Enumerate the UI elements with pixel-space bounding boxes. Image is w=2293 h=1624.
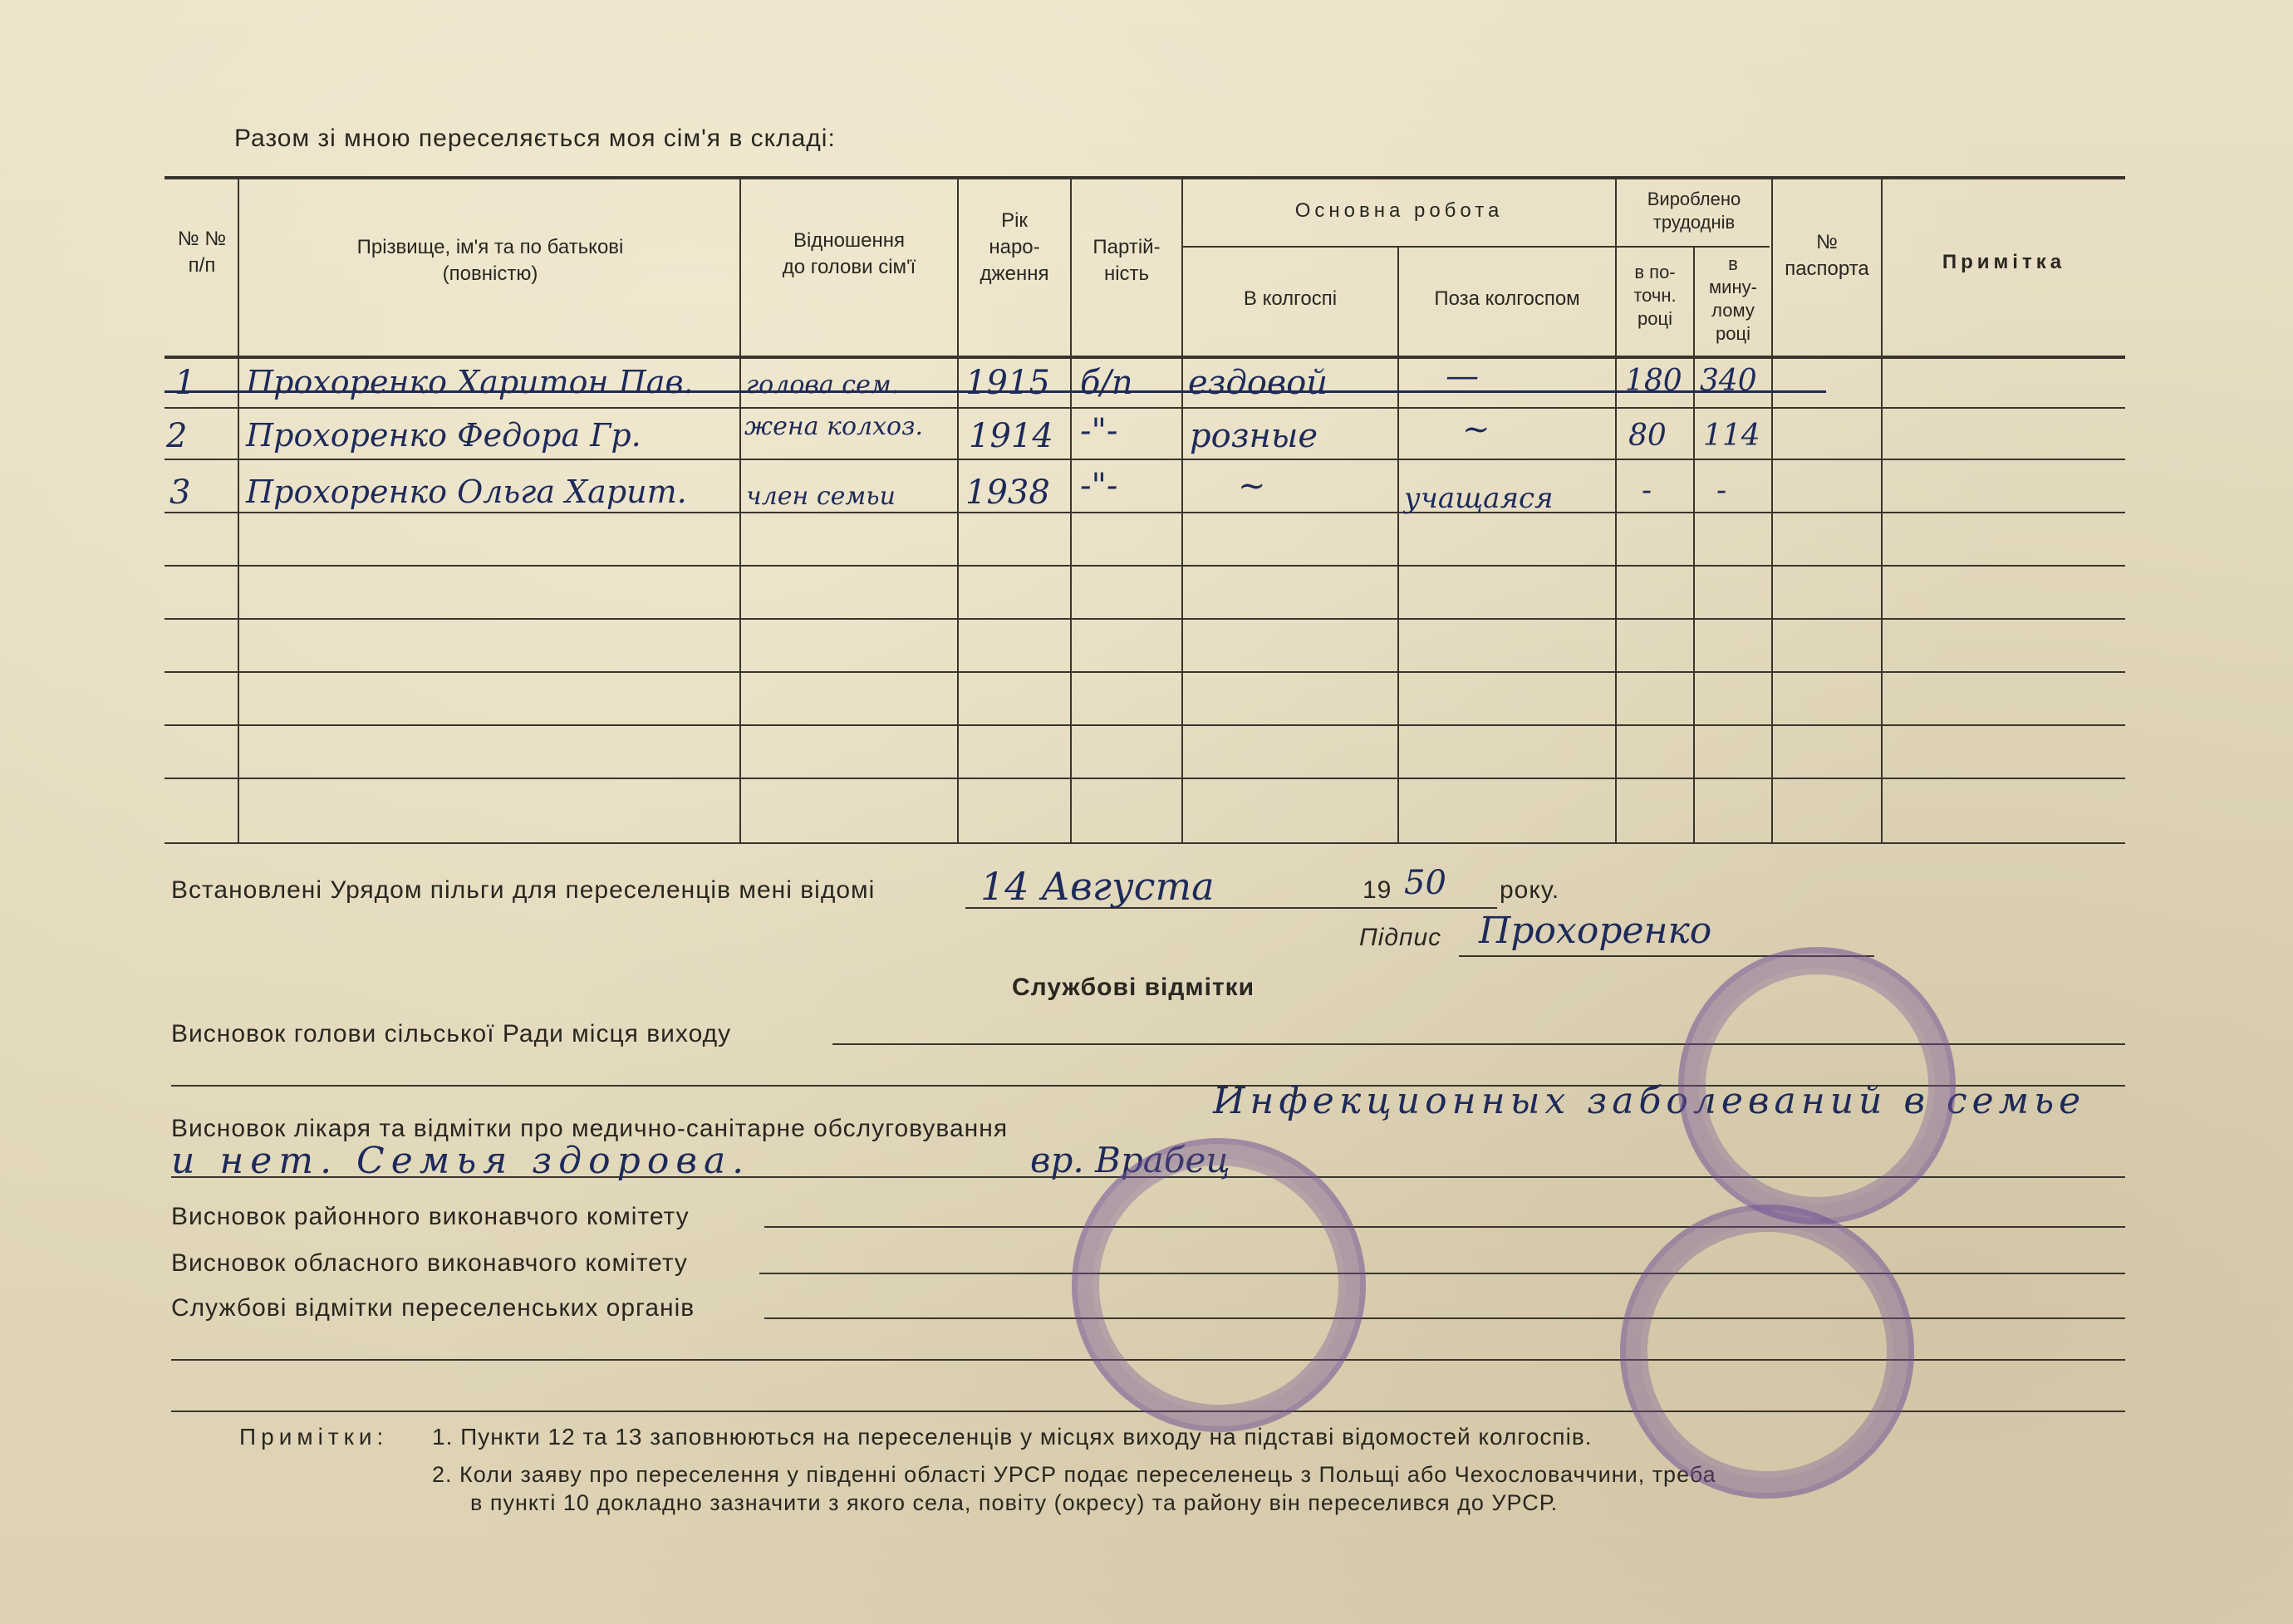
year-suffix: року. bbox=[1500, 876, 1560, 904]
signature-handwritten: Прохоренко bbox=[1479, 910, 1712, 952]
benefits-date: 14 Августа bbox=[980, 864, 1215, 909]
header-note: Примітка bbox=[1942, 251, 2066, 273]
header-year: Рік наро- дження bbox=[980, 209, 1049, 285]
header-in-kolhosp: В колгоспі bbox=[1243, 287, 1338, 310]
header-workdays: Вироблено трудоднів bbox=[1647, 189, 1741, 233]
service-title: Службові відмітки bbox=[1012, 974, 1255, 1001]
note-2a: 2. Коли заяву про переселення у південні області УРСР подає переселенець з Польщі або Чехословаччини, треба bbox=[432, 1462, 1716, 1487]
doctor-handwritten-2: и нет. Семья здорова. bbox=[171, 1140, 751, 1182]
official-stamp bbox=[1572, 1156, 1962, 1547]
resettlement-label: Службові відмітки переселенських органів bbox=[171, 1294, 695, 1322]
header-outside-kolhosp: Поза колгоспом bbox=[1434, 287, 1580, 310]
row-year: 1915 bbox=[965, 364, 1050, 402]
row-relation: голова сем. bbox=[746, 370, 900, 400]
row-current: 80 bbox=[1628, 419, 1667, 453]
row-year: 1938 bbox=[965, 473, 1050, 512]
year-handwritten: 50 bbox=[1404, 864, 1446, 902]
header-num: № № п/п bbox=[177, 228, 227, 277]
row-in-kolhosp: розные bbox=[1190, 417, 1318, 455]
note-2b: в пункті 10 докладно зазначити з якого села, повіту (окресу) та району він переселився до УРСР. bbox=[470, 1490, 1559, 1515]
row-name: Прохоренко Ольга Харит. bbox=[246, 473, 687, 510]
oblast-label: Висновок обласного виконавчого комітету bbox=[171, 1249, 688, 1277]
row-outside: — bbox=[1446, 357, 1479, 395]
row-party: б/п bbox=[1080, 364, 1133, 402]
header-name: Прізвище, ім'я та по батькові (повністю) bbox=[356, 236, 624, 285]
header-passport: № паспорта bbox=[1785, 231, 1869, 280]
row-relation: жена колхоз. bbox=[744, 412, 923, 441]
doctor-label: Висновок лікаря та відмітки про медично-санітарне обслуговування bbox=[171, 1115, 1009, 1142]
row-num: 1 bbox=[174, 364, 196, 402]
header-last-year: в мину- лому році bbox=[1709, 253, 1757, 344]
row-party: -"- bbox=[1080, 467, 1118, 505]
row-in-kolhosp: ~ bbox=[1238, 467, 1266, 505]
row-relation: член семьи bbox=[746, 482, 896, 511]
notes-title: Примітки: bbox=[239, 1424, 389, 1450]
strikethrough-line bbox=[164, 390, 1826, 393]
doctor-handwritten-3: вр. Врабец bbox=[1030, 1140, 1230, 1180]
note-1: 1. Пункти 12 та 13 заповнюються на переселенців у місцях виходу на підставі відомостей колгоспів. bbox=[432, 1424, 1593, 1450]
official-stamp bbox=[1647, 915, 1986, 1255]
row-current: - bbox=[1642, 473, 1652, 508]
intro-text: Разом зі мною переселяється моя сім'я в складі: bbox=[234, 125, 836, 152]
header-relation: Відношення до голови сім'ї bbox=[782, 229, 916, 278]
header-party: Партій- ність bbox=[1092, 236, 1161, 285]
year-prefix: 19 bbox=[1363, 876, 1392, 904]
village-council-label: Висновок голови сільської Ради місця виходу bbox=[171, 1020, 732, 1048]
row-outside: ~ bbox=[1462, 410, 1490, 449]
doctor-handwritten-1: Инфекционных заболеваний в семье bbox=[1213, 1080, 2086, 1122]
row-name: Прохоренко Федора Гр. bbox=[246, 417, 641, 454]
district-label: Висновок районного виконавчого комітету bbox=[171, 1203, 690, 1230]
row-last: 114 bbox=[1703, 419, 1760, 453]
row-last: 340 bbox=[1700, 364, 1757, 398]
signature-label: Підпис bbox=[1359, 924, 1442, 951]
row-num: 3 bbox=[169, 473, 191, 512]
row-outside: учащаяся bbox=[1404, 482, 1554, 515]
header-current-year: в по- точн. році bbox=[1633, 262, 1677, 329]
row-name: Прохоренко Харитон Пав. bbox=[246, 364, 694, 400]
row-last: - bbox=[1716, 473, 1727, 508]
row-party: -"- bbox=[1080, 412, 1118, 450]
row-num: 2 bbox=[166, 417, 188, 455]
row-in-kolhosp: ездовой bbox=[1188, 364, 1328, 402]
benefits-label: Встановлені Урядом пільги для переселенців мені відомі bbox=[171, 876, 876, 904]
row-year: 1914 bbox=[969, 417, 1053, 455]
header-main-work: Основна робота bbox=[1294, 199, 1504, 222]
row-current: 180 bbox=[1625, 364, 1682, 398]
